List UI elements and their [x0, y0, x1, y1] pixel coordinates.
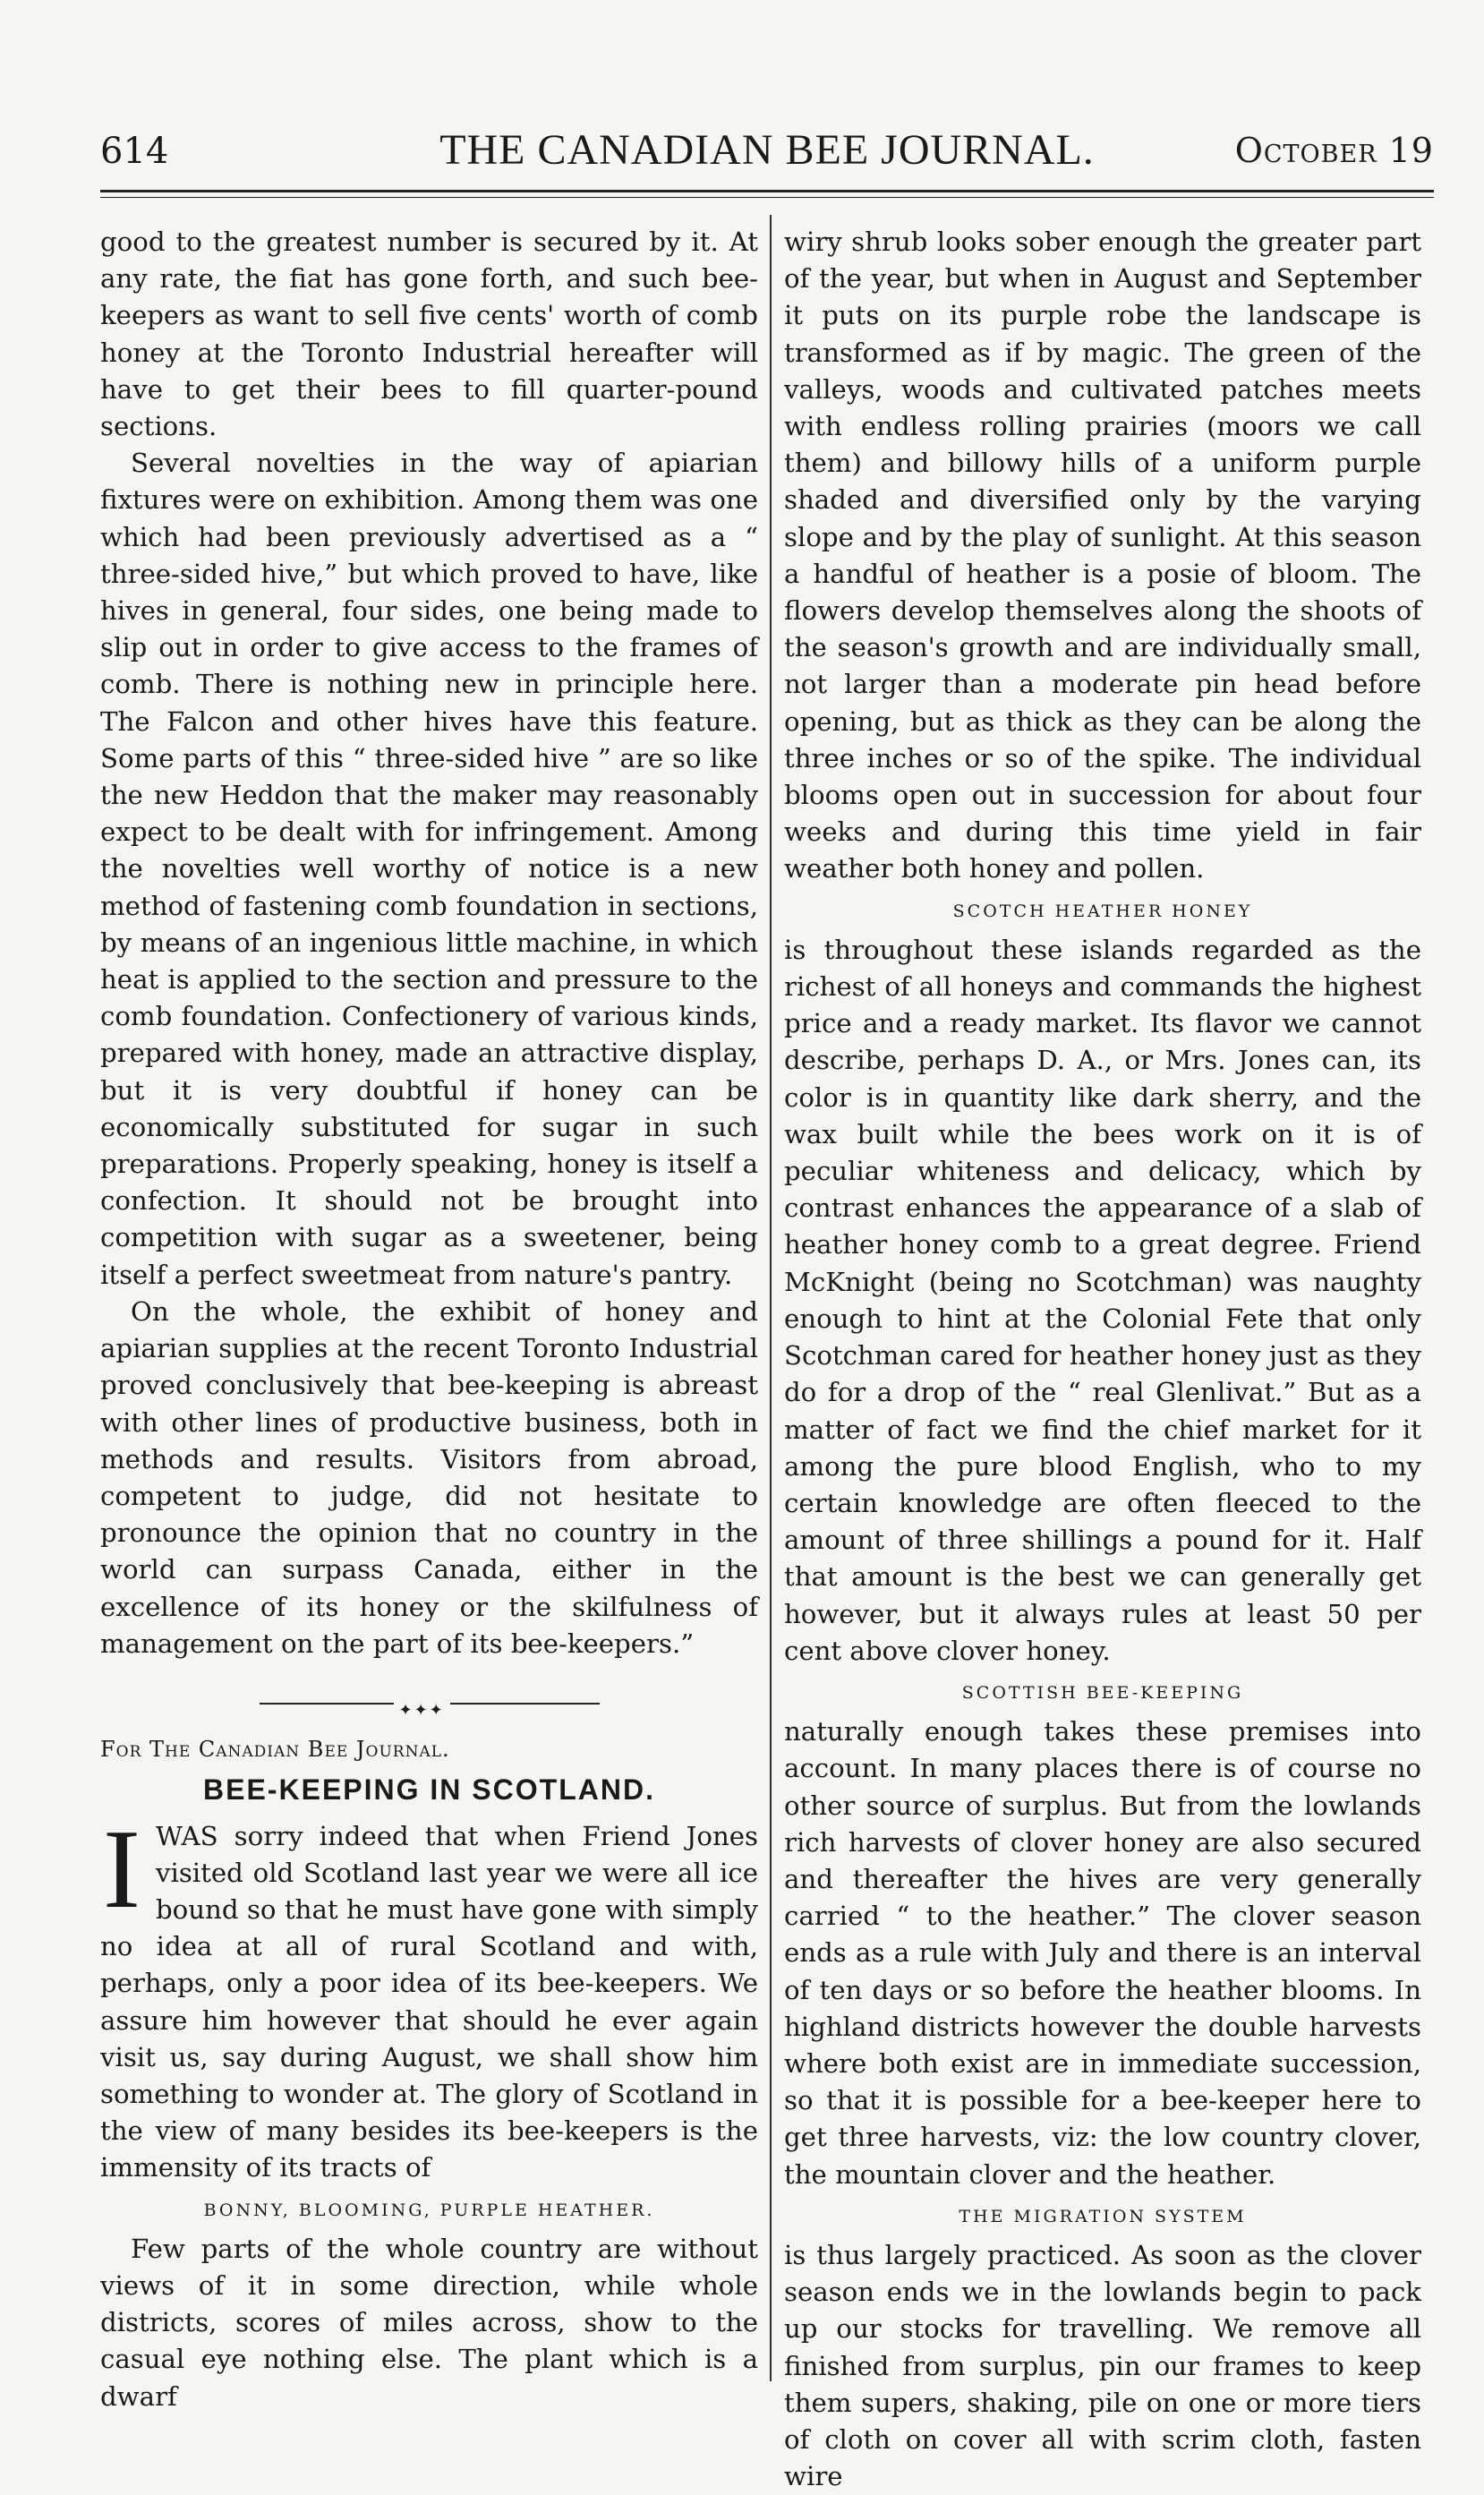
right-column: [784, 224, 1421, 2495]
page-number: 614: [100, 131, 169, 172]
header-rule: [100, 190, 1434, 192]
issue-date: October 19: [1234, 131, 1434, 170]
section-subhead: BONNY, BLOOMING, PURPLE HEATHER.: [203, 2200, 655, 2220]
paragraph-text: WAS sorry indeed that when Friend Jones visited old Scotland last year we were all ice bound so that he must have gone with simply no idea at all of rural Scotland and with, perhaps, only a poor idea of its bee-keepers. We assure him however that should he ever again visit us, say during August, we shall show him something to wonder at. The glory of Scotland in the view of many besides its bee-keepers is the immensity of its tracts of: [100, 1820, 758, 2183]
left-column: [100, 224, 758, 2415]
journal-title: THE CANADIAN BEE JOURNAL.: [439, 126, 1095, 174]
running-header: [100, 125, 1434, 188]
header-rule-thin: [100, 197, 1434, 198]
paragraph-with-dropcap: [100, 1807, 758, 2187]
article-title: BEE-KEEPING IN SCOTLAND.: [203, 1773, 655, 1807]
drop-cap: I: [103, 1807, 141, 1932]
section-subhead: THE MIGRATION SYSTEM: [959, 2206, 1247, 2226]
paragraph: Several novelties in the way of apiarian fixtures were on exhibition. Among them was one which had been previously advertised as a “ three-sided hive,” but which proved to have, like hives in general, four sides, one being made to slip out in order to give access to the frames of comb. There is nothing new in principle here. The Falcon and other hives have this feature. Some parts of this “ three-sided hive ” are so like the new Heddon that the maker may reasonably expect to be dealt with for infringement. Among the novelties well worthy of notice is a new method of fastening comb foundation in sections, by means of an ingenious little machine, in which heat is applied to the section and pressure to the comb foundation. Confectionery of various kinds, prepared with honey, made an attractive display, but it is very doubtful if honey can be economically substituted for sugar in such preparations. Properly speaking, honey is itself a confection. It should not be brought into competition with sugar as a sweetener, being itself a perfect sweetmeat from nature's pantry.: [100, 448, 758, 1290]
paragraph: good to the greatest number is secured by it. At any rate, the fiat has gone forth, and such bee-keepers as want to sell five cents' worth of comb honey at the Toronto Industrial hereafter will have to get their bees to fill quarter-pound sections.: [100, 226, 758, 442]
paragraph: Few parts of the whole country are without views of it in some direction, while whole districts, scores of miles across, show to the casual eye nothing else. The plant which is a dwarf: [100, 2233, 758, 2412]
section-subhead: SCOTCH HEATHER HONEY: [952, 901, 1253, 921]
paragraph: On the whole, the exhibit of honey and apiarian supplies at the recent Toronto Industrial proved conclusively that bee-keeping is abreast with other lines of productive business, both in methods and results. Visitors from abroad, competent to judge, did not hesitate to pronounce the opinion that no country in the world can surpass Canada, either in the excellence of its honey or the skilfulness of management on the part of its bee-keepers.”: [100, 1295, 758, 1659]
section-subhead: SCOTTISH BEE-KEEPING: [961, 1682, 1244, 1703]
paragraph: wiry shrub looks sober enough the greater part of the year, but when in August and September it puts on its purple robe the landscape is transformed as if by magic. The green of the valleys, woods and cultivated patches meets with endless rolling prairies (moors we call them) and billowy hills of a uniform purple shaded and diversified only by the varying slope and by the play of sunlight. At this season a handful of heather is a posie of bloom. The flowers develop themselves along the shoots of the season's growth and are individually small, not larger than a moderate pin head before opening, but as thick as they can be along the three inches or so of the spike. The individual blooms open out in succession for about four weeks and during this time yield in fair weather both honey and pollen.: [784, 226, 1421, 884]
paragraph: is throughout these islands regarded as the richest of all honeys and commands the highest price and a ready market. Its flavor we cannot describe, perhaps D. A., or Mrs. Jones can, its color is in quantity like dark sherry, and the wax built while the bees work on it is of peculiar whiteness and delicacy, which by contrast enhances the appearance of a slab of heather honey comb to a great degree. Friend McKnight (being no Scotchman) was naughty enough to hint at the Colonial Fete that only Scotchman cared for heather honey just as they do for a drop of the “ real Glenlivat.” But as a matter of fact we find the chief market for it among the pure blood English, who to my certain knowledge are often fleeced to the amount of three shillings a pound for it. Half that amount is the best we can generally get however, but it always rules at least 50 per cent above clover honey.: [784, 934, 1421, 1666]
column-divider: [770, 215, 772, 2381]
ornamental-divider: [100, 1680, 758, 1717]
paragraph: is thus largely practiced. As soon as the clover season ends we in the lowlands begin to pack up our stocks for travelling. We remove all finished from surplus, pin our frames to keep them supers, shaking, pile on one or more tiers of cloth on cover all with scrim cloth, fasten wire: [784, 2239, 1421, 2492]
byline: For The Canadian Bee Journal.: [100, 1737, 450, 1763]
paragraph: naturally enough takes these premises into account. In many places there is of course no other source of surplus. But from the lowlands rich harvests of clover honey are also secured and thereafter the hives are very generally carried “ to the heather.” The clover season ends as a rule with July and there is an interval of ten days or so before the heather blooms. In highland districts however the double harvests where both exist are in immediate succession, so that it is possible for a bee-keeper here to get three harvests, viz: the low country clover, the mountain clover and the heather.: [784, 1716, 1421, 2190]
